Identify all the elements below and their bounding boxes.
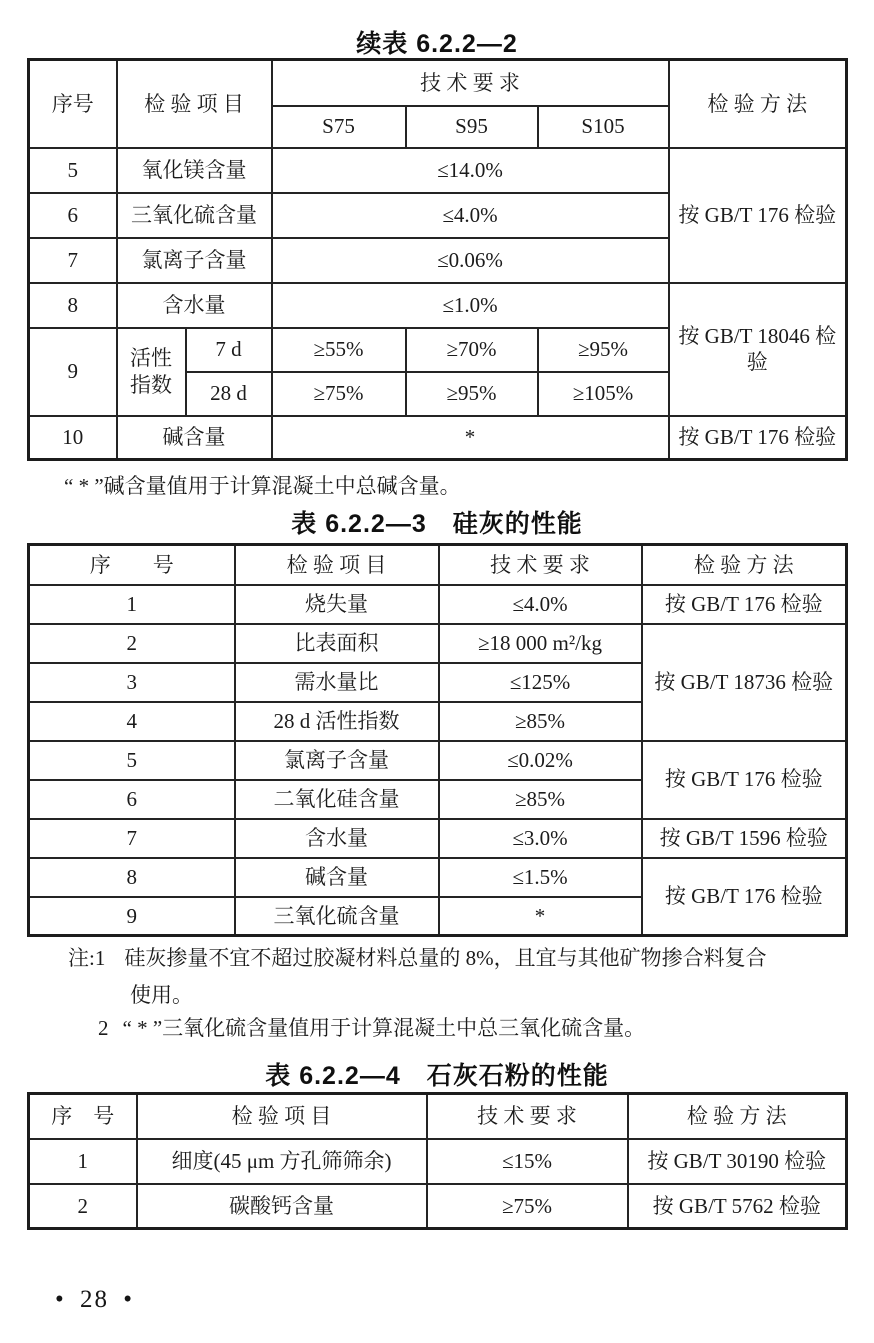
note-label: 注:1 xyxy=(68,946,106,970)
table-silica-fume-performance xyxy=(27,543,848,937)
header-grade-s95: S95 xyxy=(406,106,538,148)
cell-item: 二氧化硅含量 xyxy=(235,780,439,819)
cell-seq: 7 xyxy=(29,819,235,858)
cell-requirement: * xyxy=(439,897,642,936)
cell-requirement: ≤0.02% xyxy=(439,741,642,780)
cell-requirement: ≥85% xyxy=(439,702,642,741)
table-row xyxy=(29,624,847,663)
header-method: 检 验 方 法 xyxy=(642,545,847,585)
table-row xyxy=(29,858,847,897)
cell-seq: 4 xyxy=(29,702,235,741)
header-item: 检 验 项 目 xyxy=(117,60,272,148)
cell-value-s75: ≥75% xyxy=(272,372,406,416)
cell-requirement: ≤125% xyxy=(439,663,642,702)
cell-requirement: ≥18 000 m²/kg xyxy=(439,624,642,663)
table-row xyxy=(29,819,847,858)
cell-age: 7 d xyxy=(186,328,272,372)
header-method: 检 验 方 法 xyxy=(628,1094,847,1139)
cell-item: 碱含量 xyxy=(117,416,272,460)
cell-method: 按 GB/T 176 检验 xyxy=(642,741,847,819)
table1-footnote: “ * ”碱含量值用于计算混凝土中总碱含量。 xyxy=(64,474,461,498)
table-row xyxy=(29,585,847,624)
cell-requirement: ≤4.0% xyxy=(272,193,669,238)
cell-requirement: ≤14.0% xyxy=(272,148,669,193)
table-slag-performance-continued xyxy=(27,58,848,461)
header-seq: 序 号 xyxy=(29,1094,137,1139)
cell-value-s105: ≥95% xyxy=(538,328,669,372)
cell-requirement: ≤4.0% xyxy=(439,585,642,624)
cell-seq: 10 xyxy=(29,416,117,460)
cell-method: 按 GB/T 176 检验 xyxy=(642,585,847,624)
cell-seq: 6 xyxy=(29,193,117,238)
cell-item: 活性指数 xyxy=(117,328,186,416)
cell-seq: 6 xyxy=(29,780,235,819)
cell-item: 碱含量 xyxy=(235,858,439,897)
cell-requirement: ≥85% xyxy=(439,780,642,819)
cell-method: 按 GB/T 176 检验 xyxy=(669,148,847,283)
cell-item: 28 d 活性指数 xyxy=(235,702,439,741)
cell-value-s95: ≥70% xyxy=(406,328,538,372)
cell-item: 含水量 xyxy=(235,819,439,858)
header-seq: 序号 xyxy=(29,60,117,148)
cell-seq: 5 xyxy=(29,741,235,780)
cell-requirement: ≤1.5% xyxy=(439,858,642,897)
cell-requirement: ≤3.0% xyxy=(439,819,642,858)
table-row xyxy=(29,283,847,328)
cell-seq: 8 xyxy=(29,858,235,897)
cell-seq: 3 xyxy=(29,663,235,702)
cell-item: 碳酸钙含量 xyxy=(137,1184,427,1229)
cell-item: 氯离子含量 xyxy=(235,741,439,780)
note-text: “ * ”三氧化硫含量值用于计算混凝土中总三氧化硫含量。 xyxy=(122,1016,646,1040)
header-requirement: 技 术 要 求 xyxy=(439,545,642,585)
cell-seq: 7 xyxy=(29,238,117,283)
note-text: 硅灰掺量不宜不超过胶凝材料总量的 8%，且宜与其他矿物掺合料复合 xyxy=(124,946,767,970)
cell-seq: 9 xyxy=(29,328,117,416)
cell-method: 按 GB/T 18736 检验 xyxy=(642,624,847,741)
header-item: 检 验 项 目 xyxy=(235,545,439,585)
header-requirement: 技 术 要 求 xyxy=(272,60,669,106)
cell-seq: 8 xyxy=(29,283,117,328)
cell-seq: 1 xyxy=(29,585,235,624)
cell-item: 需水量比 xyxy=(235,663,439,702)
header-seq: 序 号 xyxy=(29,545,235,585)
cell-method: 按 GB/T 18046 检验 xyxy=(669,283,847,416)
table2-note-1-continued: 使用。 xyxy=(130,983,193,1007)
cell-method: 按 GB/T 5762 检验 xyxy=(628,1184,847,1229)
cell-item: 氧化镁含量 xyxy=(117,148,272,193)
table-row xyxy=(29,741,847,780)
cell-item: 比表面积 xyxy=(235,624,439,663)
cell-requirement: ≤15% xyxy=(427,1139,628,1184)
cell-requirement: ≤1.0% xyxy=(272,283,669,328)
cell-age: 28 d xyxy=(186,372,272,416)
cell-method: 按 GB/T 30190 检验 xyxy=(628,1139,847,1184)
cell-item: 三氧化硫含量 xyxy=(117,193,272,238)
header-grade-s75: S75 xyxy=(272,106,406,148)
cell-seq: 9 xyxy=(29,897,235,936)
header-grade-s105: S105 xyxy=(538,106,669,148)
header-item: 检 验 项 目 xyxy=(137,1094,427,1139)
cell-item: 烧失量 xyxy=(235,585,439,624)
cell-requirement: * xyxy=(272,416,669,460)
table2-note-2 xyxy=(98,1012,645,1042)
table-row xyxy=(29,1184,847,1229)
cell-value-s105: ≥105% xyxy=(538,372,669,416)
table-row xyxy=(29,416,847,460)
cell-seq: 1 xyxy=(29,1139,137,1184)
table3-title: 表 6.2.2—4 石灰石粉的性能 xyxy=(265,1062,609,1090)
table-limestone-powder-performance xyxy=(27,1092,848,1230)
header-method: 检 验 方 法 xyxy=(669,60,847,148)
cell-value-s95: ≥95% xyxy=(406,372,538,416)
table1-title: 续表 6.2.2—2 xyxy=(356,30,518,58)
cell-seq: 2 xyxy=(29,1184,137,1229)
table-row xyxy=(29,148,847,193)
cell-requirement: ≤0.06% xyxy=(272,238,669,283)
table2-title: 表 6.2.2—3 硅灰的性能 xyxy=(291,510,583,538)
cell-method: 按 GB/T 176 检验 xyxy=(642,858,847,936)
cell-item: 细度(45 μm 方孔筛筛余) xyxy=(137,1139,427,1184)
table2-note-1 xyxy=(68,942,767,972)
cell-seq: 5 xyxy=(29,148,117,193)
cell-item: 三氧化硫含量 xyxy=(235,897,439,936)
cell-value-s75: ≥55% xyxy=(272,328,406,372)
cell-seq: 2 xyxy=(29,624,235,663)
cell-method: 按 GB/T 1596 检验 xyxy=(642,819,847,858)
cell-requirement: ≥75% xyxy=(427,1184,628,1229)
table-row xyxy=(29,1139,847,1184)
cell-method: 按 GB/T 176 检验 xyxy=(669,416,847,460)
cell-item: 氯离子含量 xyxy=(117,238,272,283)
note-label: 2 xyxy=(98,1016,109,1040)
page-number: • 28 • xyxy=(55,1286,135,1313)
header-requirement: 技 术 要 求 xyxy=(427,1094,628,1139)
cell-item: 含水量 xyxy=(117,283,272,328)
